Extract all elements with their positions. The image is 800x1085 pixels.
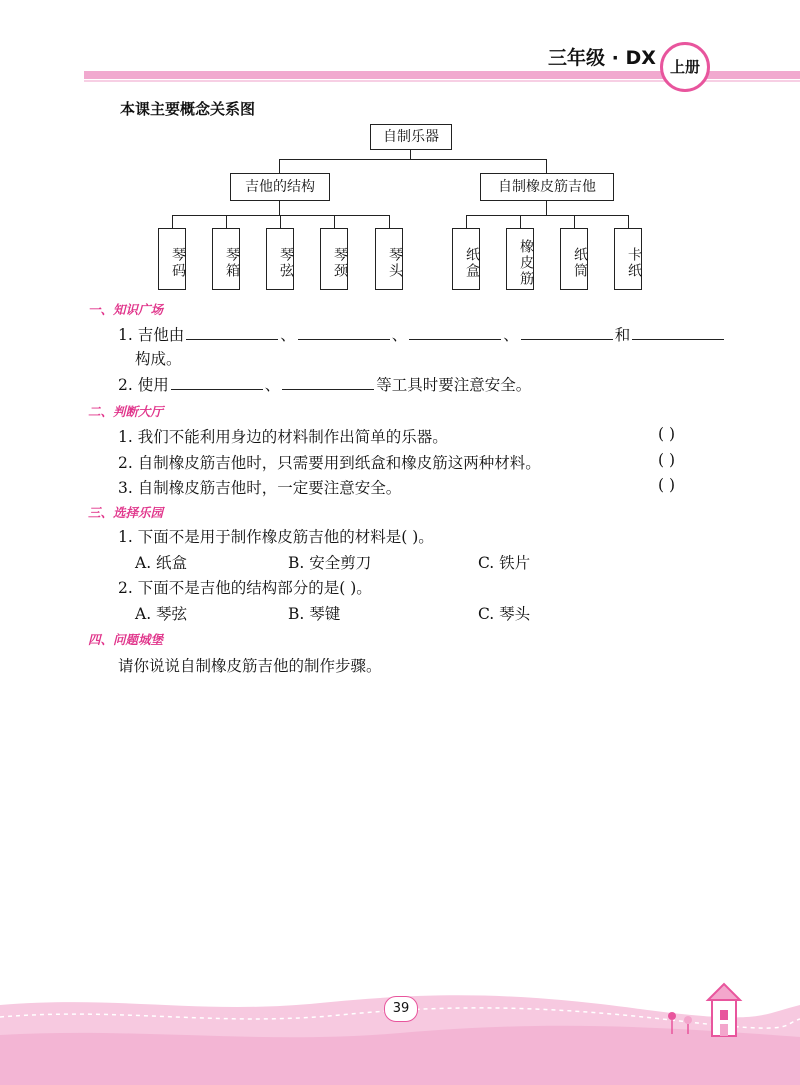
map-leaf: 琴码 xyxy=(158,228,186,290)
section-title-knowledge: 一、知识广场 xyxy=(88,302,164,317)
map-connector xyxy=(172,215,173,228)
map-connector xyxy=(334,215,335,228)
question-fill-1 xyxy=(118,323,726,345)
conjunction: 和 xyxy=(614,326,631,344)
map-leaf: 纸盒 xyxy=(452,228,480,290)
choice-option[interactable]: C. 铁片 xyxy=(478,554,531,572)
question-text: 1. 吉他由 xyxy=(118,326,185,344)
question-text: 等工具时要注意安全。 xyxy=(376,376,532,394)
grade-label: 三年级 · DX xyxy=(548,47,656,69)
map-branch-structure: 吉他的结构 xyxy=(230,173,330,201)
separator: 、 xyxy=(503,326,519,344)
map-connector xyxy=(574,215,575,228)
choice-question-1: 1. 下面不是用于制作橡皮筋吉他的材料是( )。 xyxy=(118,528,434,546)
judgement-item: 3. 自制橡皮筋吉他时，一定要注意安全。 xyxy=(118,479,402,497)
section-title-castle: 四、问题城堡 xyxy=(88,632,164,647)
map-connector xyxy=(628,215,629,228)
separator: 、 xyxy=(264,376,281,394)
choice-option[interactable]: B. 安全剪刀 xyxy=(288,554,372,572)
map-leaf: 卡纸 xyxy=(614,228,642,290)
map-connector xyxy=(466,215,467,228)
map-connector xyxy=(520,215,521,228)
map-connector xyxy=(279,159,280,173)
concept-map-title: 本课主要概念关系图 xyxy=(120,100,256,118)
answer-blank[interactable] xyxy=(171,375,263,390)
map-leaf: 琴弦 xyxy=(266,228,294,290)
map-leaf: 琴头 xyxy=(375,228,403,290)
judgement-answer[interactable]: ( ) xyxy=(658,425,676,443)
map-connector xyxy=(546,159,547,173)
judgement-item: 1. 我们不能利用身边的材料制作出简单的乐器。 xyxy=(118,428,448,446)
judgement-answer[interactable]: ( ) xyxy=(658,476,676,494)
open-question: 请你说说自制橡皮筋吉他的制作步骤。 xyxy=(118,657,382,675)
choice-option[interactable]: A. 琴弦 xyxy=(135,605,188,623)
map-leaf: 橡皮筋 xyxy=(506,228,534,290)
choice-question-2: 2. 下面不是吉他的结构部分的是( )。 xyxy=(118,579,372,597)
section-title-choice: 三、选择乐园 xyxy=(88,505,164,520)
question-text: 2. 使用 xyxy=(118,376,169,394)
answer-blank[interactable] xyxy=(632,325,724,340)
map-connector xyxy=(280,215,281,228)
map-connector xyxy=(466,215,629,216)
map-root: 自制乐器 xyxy=(370,124,452,150)
flower-icon xyxy=(664,1008,700,1034)
separator: 、 xyxy=(280,326,296,344)
judgement-answer[interactable]: ( ) xyxy=(658,451,676,469)
answer-blank[interactable] xyxy=(186,325,278,340)
choice-option[interactable]: C. 琴头 xyxy=(478,605,531,623)
map-leaf: 琴箱 xyxy=(212,228,240,290)
map-connector xyxy=(279,201,280,216)
answer-blank[interactable] xyxy=(409,325,501,340)
map-connector xyxy=(389,215,390,228)
question-fill-1-cont: 构成。 xyxy=(135,350,182,368)
map-connector xyxy=(279,159,547,160)
section-title-judgement: 二、判断大厅 xyxy=(88,404,164,419)
choice-option[interactable]: B. 琴键 xyxy=(288,605,341,623)
judgement-item: 2. 自制橡皮筋吉他时，只需要用到纸盒和橡皮筋这两种材料。 xyxy=(118,454,541,472)
separator: 、 xyxy=(391,326,408,344)
answer-blank[interactable] xyxy=(298,325,390,340)
answer-blank[interactable] xyxy=(282,375,374,390)
map-leaf: 纸筒 xyxy=(560,228,588,290)
map-connector xyxy=(546,201,547,216)
map-leaf: 琴颈 xyxy=(320,228,348,290)
tower-icon xyxy=(700,982,750,1038)
map-branch-homemade: 自制橡皮筋吉他 xyxy=(480,173,614,201)
page-number: 39 xyxy=(384,996,418,1022)
question-fill-2 xyxy=(118,373,531,395)
volume-badge: 上册 xyxy=(660,42,710,92)
map-connector xyxy=(226,215,227,228)
choice-option[interactable]: A. 纸盒 xyxy=(135,554,188,572)
answer-blank[interactable] xyxy=(521,325,613,340)
